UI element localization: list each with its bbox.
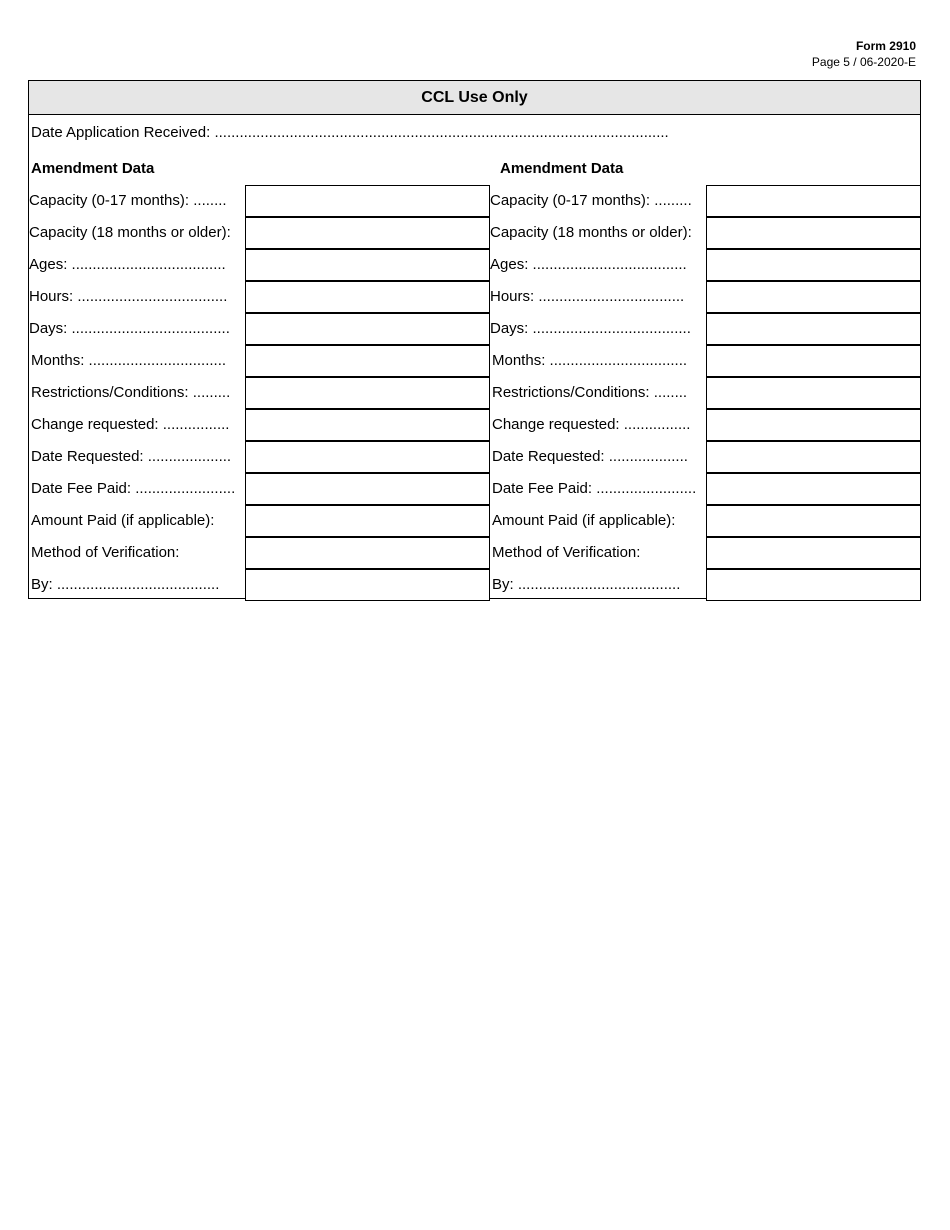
left-row-label: Date Fee Paid: ........................ — [31, 480, 236, 497]
left-row-input-box[interactable] — [245, 505, 490, 537]
page-info: Page 5 / 06-2020-E — [811, 55, 916, 69]
left-row-input-box[interactable] — [245, 409, 490, 441]
left-row-input-box[interactable] — [245, 441, 490, 473]
left-row-input-box[interactable] — [245, 377, 490, 409]
right-row-input-box[interactable] — [706, 569, 921, 601]
right-amendment-data-heading: Amendment Data — [500, 160, 624, 177]
left-row-input-box[interactable] — [245, 345, 490, 377]
form-number: Form 2910 — [855, 39, 916, 53]
left-row-label: Days: ...................................... — [29, 320, 230, 337]
right-row-label: Months: ................................. — [492, 352, 688, 369]
left-row-input-box[interactable] — [245, 537, 490, 569]
right-row-label: Amount Paid (if applicable): — [492, 512, 676, 529]
right-row-label: Capacity (18 months or older): — [490, 224, 692, 241]
right-row-input-box[interactable] — [706, 249, 921, 281]
left-row-label: Change requested: ................ — [31, 416, 230, 433]
left-row-input-box[interactable] — [245, 569, 490, 601]
left-row-label: Months: ................................. — [31, 352, 227, 369]
right-row-input-box[interactable] — [706, 345, 921, 377]
left-row-input-box[interactable] — [245, 185, 490, 217]
left-row-label: Amount Paid (if applicable): — [31, 512, 215, 529]
right-row-label: Restrictions/Conditions: ........ — [492, 384, 688, 401]
right-row-input-box[interactable] — [706, 313, 921, 345]
left-row-label: Capacity (0-17 months): ........ — [29, 192, 227, 209]
left-row-input-box[interactable] — [245, 313, 490, 345]
right-row-input-box[interactable] — [706, 281, 921, 313]
section-title: CCL Use Only — [29, 81, 920, 115]
right-row-label: Method of Verification: — [492, 544, 641, 561]
right-row-input-box[interactable] — [706, 537, 921, 569]
right-row-label: Capacity (0-17 months): ......... — [490, 192, 692, 209]
left-row-input-box[interactable] — [245, 217, 490, 249]
left-row-label: Restrictions/Conditions: ......... — [31, 384, 231, 401]
left-row-input-box[interactable] — [245, 249, 490, 281]
right-row-label: Date Fee Paid: ........................ — [492, 480, 697, 497]
right-row-input-box[interactable] — [706, 441, 921, 473]
left-row-label: Ages: ..................................... — [29, 256, 226, 273]
left-row-label: Method of Verification: — [31, 544, 180, 561]
left-amendment-data-heading: Amendment Data — [31, 160, 155, 177]
left-row-label: Date Requested: .................... — [31, 448, 232, 465]
left-row-label: Capacity (18 months or older): — [29, 224, 231, 241]
left-row-input-box[interactable] — [245, 281, 490, 313]
date-application-received-label: Date Application Received: ............................................................................................................. — [31, 124, 669, 141]
right-row-input-box[interactable] — [706, 505, 921, 537]
right-row-label: Ages: ..................................... — [490, 256, 687, 273]
right-row-label: Date Requested: ................... — [492, 448, 688, 465]
right-row-input-box[interactable] — [706, 377, 921, 409]
left-row-label: Hours: .................................... — [29, 288, 228, 305]
form-header — [812, 38, 916, 70]
right-row-label: By: ....................................... — [492, 576, 681, 593]
ccl-use-only-section — [28, 80, 921, 599]
right-row-input-box[interactable] — [706, 409, 921, 441]
left-row-label: By: ....................................... — [31, 576, 220, 593]
left-row-input-box[interactable] — [245, 473, 490, 505]
right-row-label: Change requested: ................ — [492, 416, 691, 433]
right-row-input-box[interactable] — [706, 217, 921, 249]
right-row-label: Hours: ................................... — [490, 288, 685, 305]
right-row-input-box[interactable] — [706, 185, 921, 217]
right-row-label: Days: ...................................... — [490, 320, 691, 337]
right-row-input-box[interactable] — [706, 473, 921, 505]
